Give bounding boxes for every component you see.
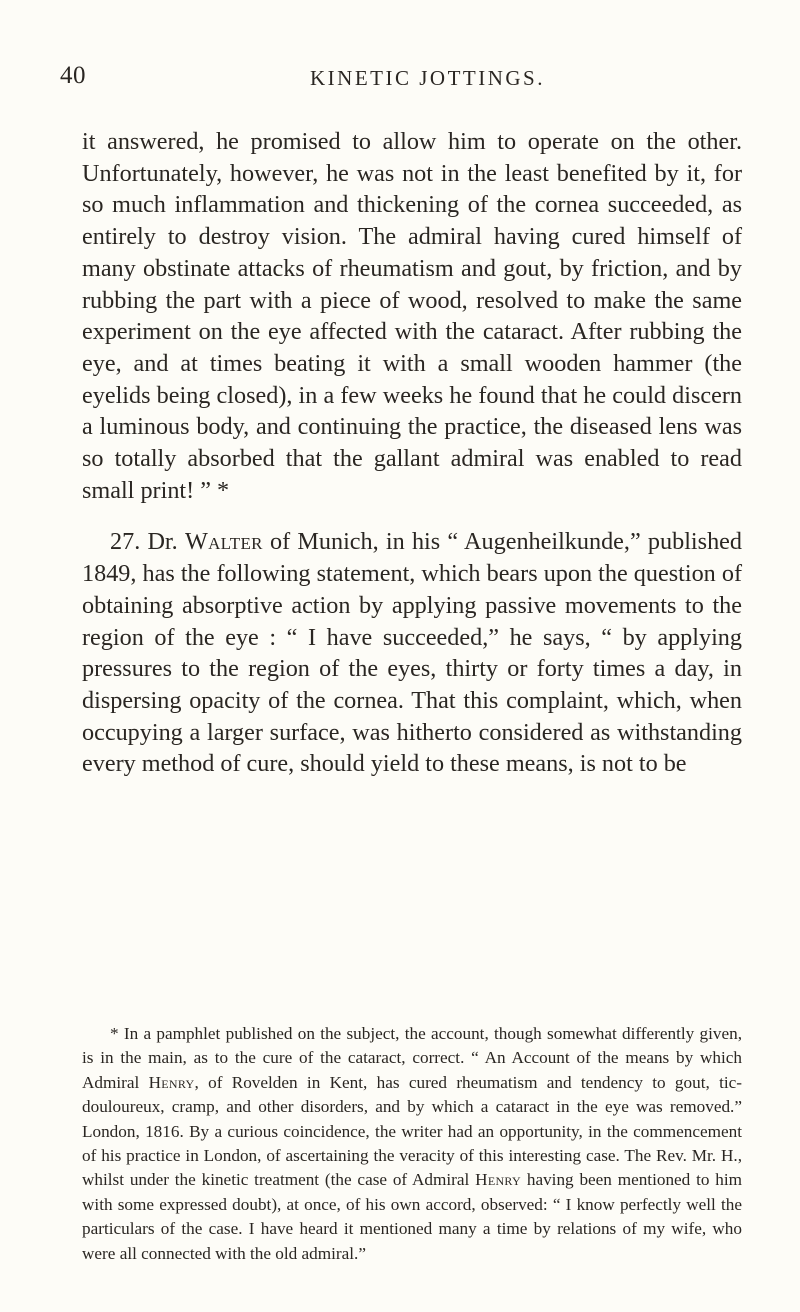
page-number: 40	[60, 62, 86, 89]
paragraph-27	[82, 526, 742, 780]
footnote-paragraph	[82, 1022, 742, 1266]
footnote-text-part3: having been mentioned to him with some expressed doubt), at once, of his own accord, observed: “ I know perfectly well the particulars of the case. I have heard it mentioned many a time by relations of my wife, who were all connected with the old admiral.”	[82, 1170, 742, 1263]
page-header	[60, 62, 752, 102]
footnote-text-part1: * In a pamphlet published on the subject, the account, though somewhat differently given, is in the main, as to the cure of the cataract, correct. “ An Account of the means by which Admiral	[82, 1024, 742, 1092]
paragraph-27-lead: 27. Dr.	[110, 528, 185, 556]
running-title: KINETIC JOTTINGS.	[310, 66, 545, 90]
author-name-walter: Walter	[184, 528, 263, 556]
footnote-text-part2: , of Rovelden in Kent, has cured rheumatism and tendency to gout, tic-douloureux, cramp, and other disorders, and by which a cataract in the eye was removed.” London, 1816. By a curious coincidence, the writer had an opportunity, in the commencement of his practice in London, of ascertaining the veracity of this interesting case. The Rev. Mr. H., whilst under the kinetic treatment (the case of Admiral	[82, 1072, 743, 1190]
footnote	[82, 1022, 742, 1266]
footnote-name-henry: Henry	[148, 1072, 195, 1092]
footnote-name-henry-second: Henry	[475, 1170, 522, 1190]
paragraph-27-text: of Munich, in his “ Augenheilkunde,” published 1849, has the following statement, which bears upon the question of obtaining absorptive action by applying passive movements to the region of the eye : “ I have succeeded,” he says, “ by applying pressures to the region of the eyes, thirty or forty times a day, in dispersing opacity of the cornea. That this complaint, which, when occupying a larger surface, was hitherto considered as withstanding every method of cure, should yield to these means, is not to be	[82, 528, 742, 778]
main-text	[82, 126, 742, 780]
paragraph-continued: it answered, he promised to allow him to operate on the other. Unfortunately, however, he was not in the least benefited by it, for so much inflammation and thickening of the cornea succeeded, as entirely to destroy vision. The admiral having cured himself of many obstinate attacks of rheumatism and gout, by friction, and by rubbing the part with a piece of wood, resolved to make the same experiment on the eye affected with the cataract. After rubbing the eye, and at times beating it with a small wooden hammer (the eyelids being closed), in a few weeks he found that he could discern a luminous body, and continuing the practice, the diseased lens was so totally absorbed that the gallant admiral was enabled to read small print! ” *	[82, 128, 742, 504]
